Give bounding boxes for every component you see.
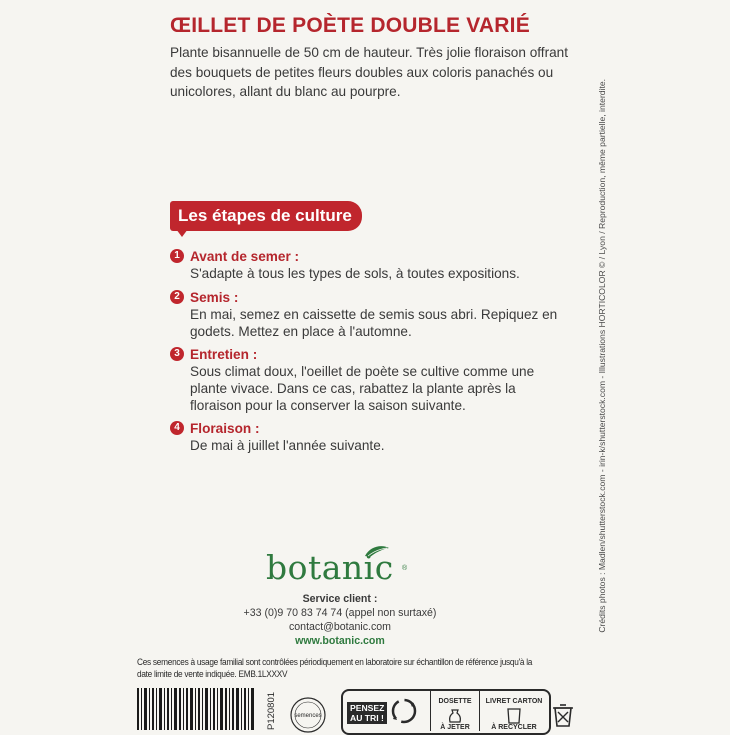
culture-step [170,420,570,454]
culture-step [170,248,570,282]
step-text: Sous climat doux, l'oeillet de poète se cultive comme une plante vivace. Dans ce cas, rabattez la plante après la floraison pour la conserver la saison suivante. [190,364,535,413]
recycle-icon [391,696,417,726]
pensez-line1: PENSEZ [350,703,385,713]
pensez-line2: AU TRI ! [350,713,384,723]
step-title: Floraison : [190,421,260,436]
livret-label: LIVRET CARTON [485,698,543,705]
semences-logo-icon [289,696,327,734]
semences-label: semences [294,713,322,719]
service-phone: +33 (0)9 70 83 74 74 (appel non surtaxé) [243,607,437,619]
dosette-icon [446,708,464,724]
step-title: Avant de semer : [190,249,300,264]
pensez-au-tri-label [347,702,387,724]
step-title: Entretien : [190,347,258,362]
registered-mark: ® [402,565,408,572]
dosette-label: DOSETTE [438,698,472,705]
banner-tail-shape [176,229,188,237]
culture-step [170,346,570,414]
column-divider [479,691,480,731]
livret-action: À RECYCLER [491,724,537,731]
step-text: De mai à juillet l'année suivante. [190,438,385,453]
step-title: Semis : [190,290,239,305]
step-number: 4 [170,421,184,435]
dosette-column [433,698,477,705]
dosette-action: À JETER [440,724,470,731]
step-number: 1 [170,249,184,263]
livret-icon [505,708,523,724]
photo-credits: Crédits photos : Madlen/shutterstock.com - irin-k/shutterstock.com - Illustrations HORTICOLOR © / Lyon / Reproduction, même partielle, interdite. [597,79,607,633]
column-divider [430,691,431,731]
culture-banner: Les étapes de culture [170,201,362,231]
product-description: Plante bisannuelle de 50 cm de hauteur. Très jolie floraison offrant des bouquets de petites fleurs doubles aux coloris panachés ou unicolores, allant du blanc au pourpre. [170,45,568,99]
step-text: En mai, semez en caissette de semis sous abri. Repiquez en godets. Mettez en place à l'automne. [190,307,558,339]
leaf-icon [364,545,390,558]
product-title: ŒILLET DE POÈTE DOUBLE VARIÉ [170,14,530,37]
service-title: Service client : [302,593,378,605]
service-email: contact@botanic.com [288,621,392,633]
botanic-logo: botanic [266,548,394,587]
livret-column [482,698,546,705]
culture-step [170,289,570,340]
trash-bin-icon [551,702,575,728]
lot-code: P120801 [266,691,277,730]
step-number: 2 [170,290,184,304]
legal-notice: Ces semences à usage familial sont contrôlées périodiquement en laboratoire sur échantillon de référence jusqu'à la date limite de vente indiquée. EMB.1LXXXV [137,657,533,679]
step-number: 3 [170,347,184,361]
service-website: www.botanic.com [295,635,385,647]
barcode-graphic [137,688,257,730]
step-text: S'adapte à tous les types de sols, à toutes expositions. [190,266,520,281]
